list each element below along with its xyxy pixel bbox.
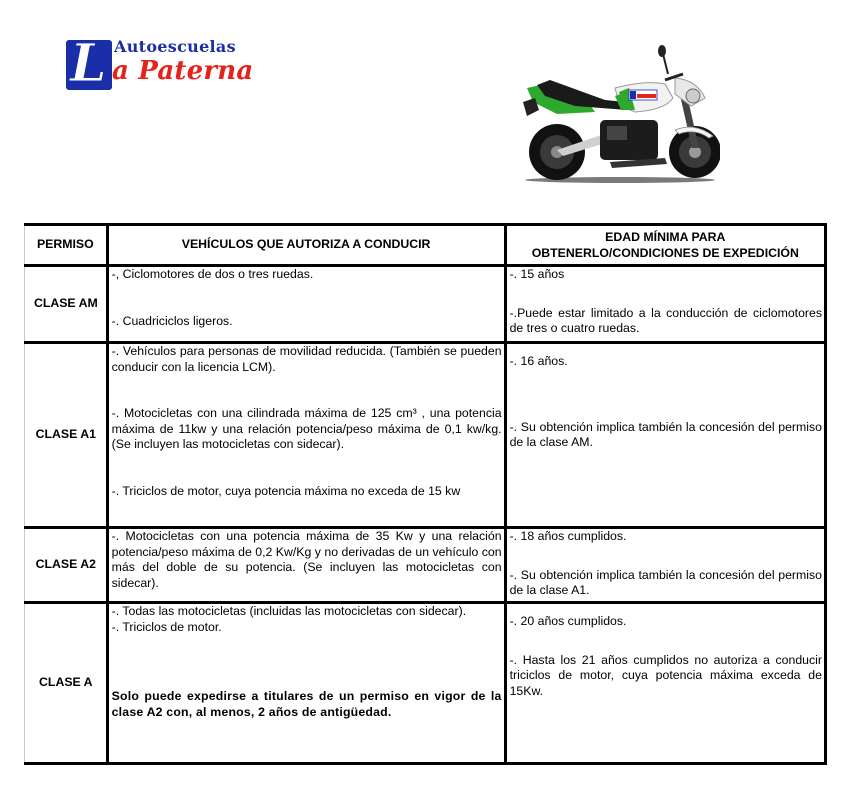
age-item: -. Su obtención implica también la concesión del permiso de la clase AM. xyxy=(509,419,822,449)
age-cell xyxy=(505,343,825,528)
permit-cell: CLASE A xyxy=(25,603,108,764)
age-item: -.Puede estar limitado a la conducción de ciclomotores de tres o cuatro ruedas. xyxy=(509,305,822,335)
vehicle-item: -. Motocicletas con una potencia máxima de 35 Kw y una relación potencia/peso máxima de 0,2 Kw/Kg y no derivadas de un vehículo con más del doble de su potencia. (Se incluyen las motocicletas con sidecar). xyxy=(111,529,502,590)
age-item: -. 18 años cumplidos. xyxy=(509,529,627,543)
age-item: -. Hasta los 21 años cumplidos no autoriza a conducir triciclos de motor, cuya potencia máxima exceda de 15Kw. xyxy=(509,652,822,698)
table-row xyxy=(25,603,826,764)
permit-cell: CLASE A1 xyxy=(25,343,108,528)
vehicles-cell xyxy=(107,528,505,603)
permit-cell: CLASE AM xyxy=(25,266,108,343)
motorcycle-image xyxy=(515,40,720,185)
table-row xyxy=(25,343,826,528)
age-cell xyxy=(505,603,825,764)
vehicles-cell xyxy=(107,343,505,528)
permit-cell: CLASE A2 xyxy=(25,528,108,603)
license-classes-table xyxy=(24,223,827,765)
header-age-line-2: OBTENERLO/CONDICIONES DE EXPEDICIÓN xyxy=(531,246,799,260)
header-vehicles: VEHÍCULOS QUE AUTORIZA A CONDUCIR xyxy=(107,225,505,266)
logo-l-badge xyxy=(66,33,112,94)
vehicles-cell xyxy=(107,603,505,764)
vehicle-item: -. Cuadriciclos ligeros. xyxy=(111,313,233,328)
vehicle-item: -. Todas las motocicletas (incluidas las motocicletas con sidecar). xyxy=(111,604,467,618)
vehicle-item: -. Triciclos de motor, cuya potencia máxima no exceda de 15 kw xyxy=(111,483,461,498)
header-age xyxy=(505,225,825,266)
table-row xyxy=(25,266,826,343)
vehicle-item: -, Ciclomotores de dos o tres ruedas. xyxy=(111,267,314,281)
autoescuelas-logo xyxy=(66,33,266,94)
age-cell xyxy=(505,266,825,343)
age-item: -. 15 años xyxy=(509,267,565,281)
logo-line-1: Autoescuelas xyxy=(114,37,236,56)
vehicle-requirement-note: Solo puede expedirse a titulares de un permiso en vigor de la clase A2 con, al menos, 2 años de antigüedad. xyxy=(111,689,502,719)
header-age-line-1: EDAD MÍNIMA PARA xyxy=(605,230,726,244)
vehicles-cell xyxy=(107,266,505,343)
table-header-row xyxy=(25,225,826,266)
table-row xyxy=(25,528,826,603)
logo-letter: L xyxy=(70,33,107,94)
header-permit: PERMISO xyxy=(25,225,108,266)
logo-line-2: a Paterna xyxy=(112,56,254,86)
vehicle-item: -. Motocicletas con una cilindrada máxima de 125 cm³ , una potencia máxima de 11kw y una relación potencia/peso máxima de 0,1 kw/kg. (Se incluyen las motocicletas con sidecar). xyxy=(111,406,502,451)
age-cell xyxy=(505,528,825,603)
vehicle-item: -. Vehículos para personas de movilidad reducida. (También se pueden conducir con la licencia LCM). xyxy=(111,344,502,374)
age-item: -. Su obtención implica también la concesión del permiso de la clase A1. xyxy=(509,567,822,597)
vehicle-item: -. Triciclos de motor. xyxy=(111,619,222,634)
age-item: -. 20 años cumplidos. xyxy=(509,614,627,628)
age-item: -. 16 años. xyxy=(509,354,568,368)
